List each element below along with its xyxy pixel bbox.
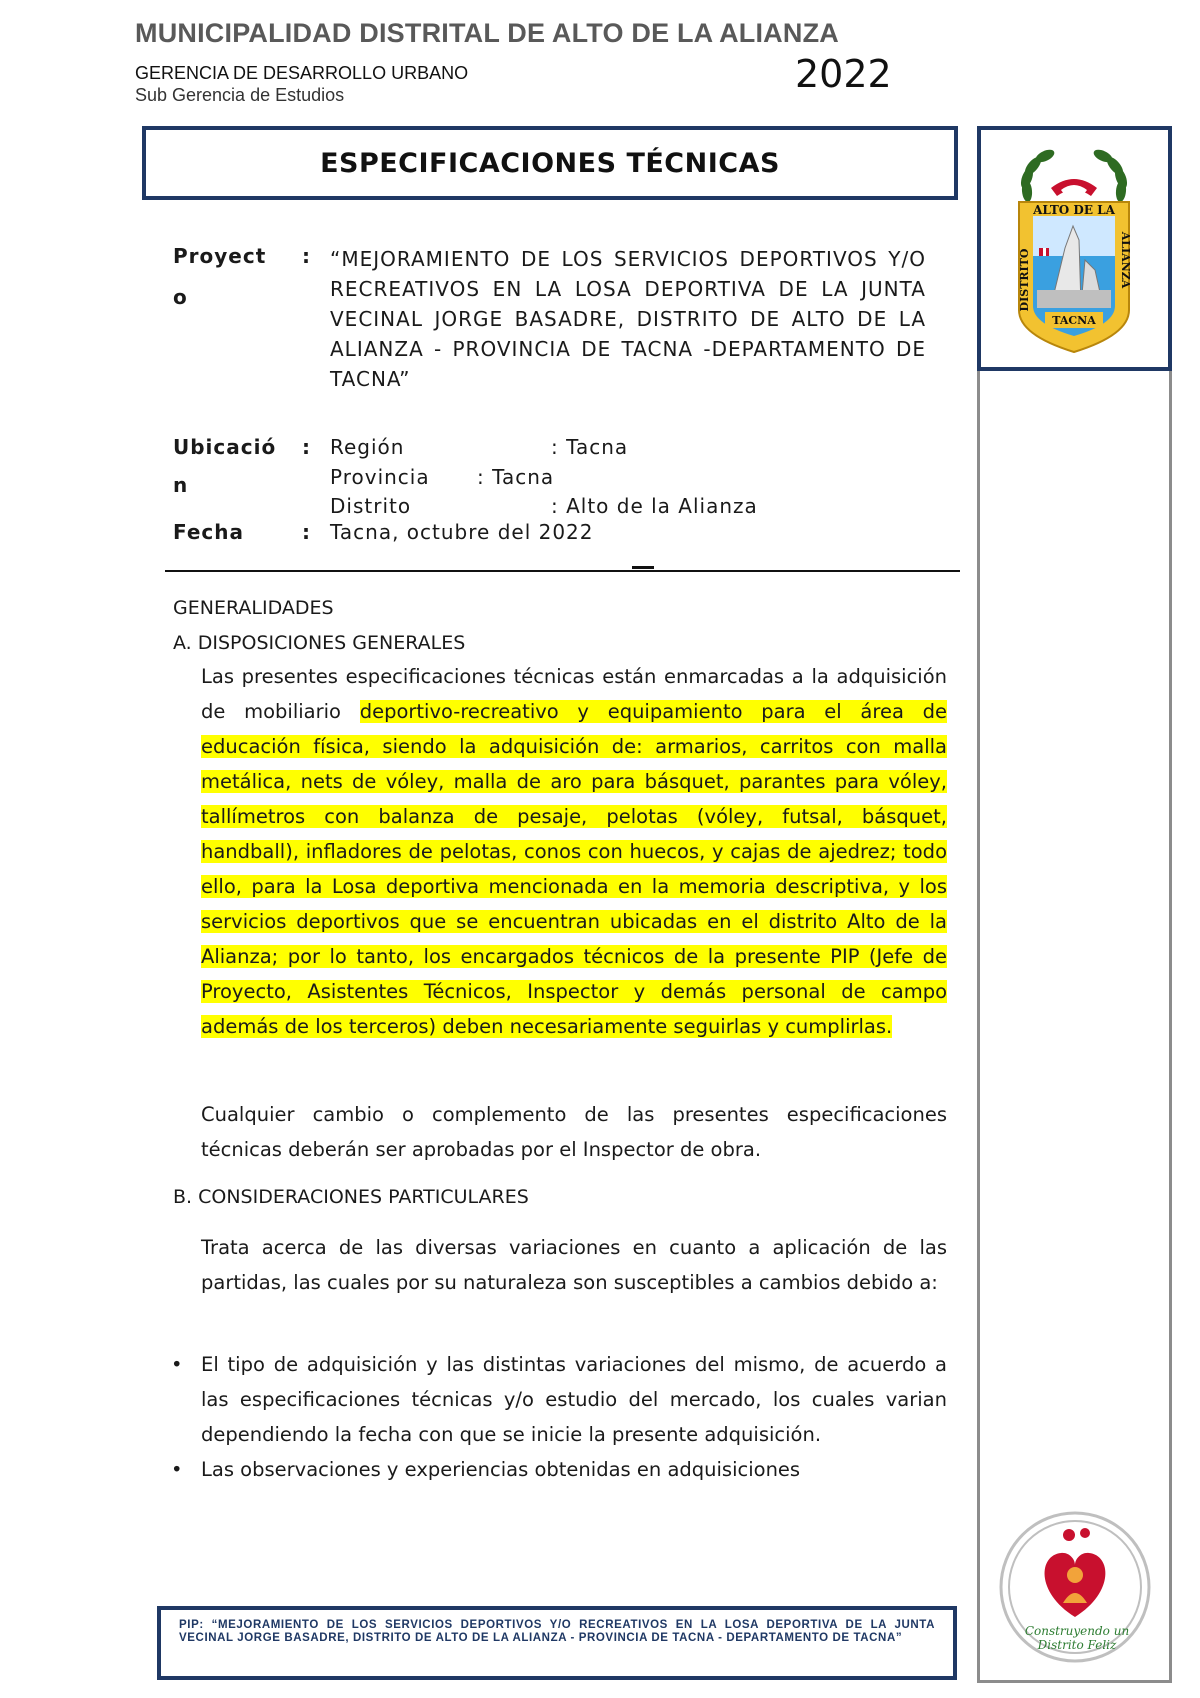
slogan-line-2: Distrito Feliz — [1037, 1638, 1117, 1652]
region-value: : Tacna — [551, 435, 629, 459]
district-label: Distrito — [330, 494, 412, 518]
title-box — [142, 126, 958, 200]
emblem-top-text: ALTO DE LA — [1033, 203, 1115, 217]
district-emblem-icon — [981, 130, 1168, 367]
slogan-logo-icon — [995, 1507, 1155, 1667]
location-colon: : — [302, 435, 311, 459]
district-value: : Alto de la Alianza — [551, 494, 758, 518]
generalidades-heading: GENERALIDADES — [173, 597, 334, 619]
municipality-name: MUNICIPALIDAD DISTRITAL DE ALTO DE LA ALIANZA — [135, 18, 839, 48]
emblem-left-text: DISTRITO — [1018, 248, 1031, 312]
project-value: “MEJORAMIENTO DE LOS SERVICIOS DEPORTIVOS Y/O RECREATIVOS EN LA LOSA DEPORTIVA DE LA JUNTA VECINAL JORGE BASADRE, DISTRITO DE ALTO DE LA ALIANZA - PROVINCIA DE TACNA -DEPARTAMENTO DE TACNA” — [330, 247, 926, 391]
logo-box — [977, 126, 1172, 371]
project-label-cont: o — [173, 285, 188, 309]
date-value: Tacna, octubre del 2022 — [330, 520, 594, 544]
province-value: : Tacna — [477, 465, 555, 489]
emblem-bottom-text: TACNA — [1052, 314, 1096, 327]
document-title: ESPECIFICACIONES TÉCNICAS — [320, 147, 780, 179]
paragraph-a2: Cualquier cambio o complemento de las presentes especificaciones técnicas deberán ser aprobadas por el Inspector de obra. — [201, 1103, 947, 1161]
date-label: Fecha — [173, 520, 245, 544]
list-item: • Las observaciones y experiencias obtenidas en adquisiciones — [129, 1452, 947, 1487]
footer-project-text: PIP: “MEJORAMIENTO DE LOS SERVICIOS DEPORTIVOS Y/O RECREATIVOS EN LA LOSA DEPORTIVA DE LA JUNTA VECINAL JORGE BASADRE, DISTRITO DE ALTO DE LA ALIANZA - PROVINCIA DE TACNA - DEPARTAMENTO DE TACNA” — [179, 1619, 935, 1644]
province-label: Provincia — [330, 465, 430, 489]
department-name: GERENCIA DE DESARROLLO URBANO — [135, 63, 469, 83]
project-label: Proyect — [173, 244, 267, 268]
project-colon: : — [302, 244, 311, 268]
paragraph-a — [201, 659, 947, 1044]
emblem-right-text: ALIANZA — [1119, 231, 1132, 289]
sub-department-name: Sub Gerencia de Estudios — [135, 85, 345, 105]
location-label: Ubicació — [173, 435, 277, 459]
year-label: 2022 — [795, 52, 892, 96]
bullet-list — [201, 1347, 947, 1487]
slogan-line-1: Construyendo un — [1024, 1624, 1130, 1638]
laurel-wreath — [1019, 147, 1130, 202]
paragraph-a-plain: Las presentes especificaciones técnicas están enmarcadas a la adquisición de mobiliario — [201, 665, 947, 723]
footer-project-box — [157, 1606, 957, 1680]
list-item: • El tipo de adquisición y las distintas variaciones del mismo, de acuerdo a las especificaciones técnicas y/o estudio del mercado, los cuales varian dependiendo la fecha con que se inicie la presente adquisición. — [129, 1347, 947, 1452]
paragraph-a-highlight: deportivo-recreativo y equipamiento para el área de educación física, siendo la adquisición de: armarios, carritos con malla metálica, nets de vóley, malla de aro para básquet, parantes para vóley, tallímetros con balanza de pesaje, pelotas (vóley, futsal, básquet, handball), infladores de pelotas, conos con huecos, y cajas de ajedrez; todo ello, para la Losa deportiva mencionada en la memoria descriptiva, y los servicios deportivos que se encuentran ubicadas en el distrito Alto de la Alianza; por lo tanto, los encargados técnicos de la presente PIP (Jefe de Proyecto, Asistentes Técnicos, Inspector y demás personal de campo además de los terceros) deben necesariamente seguirlas y cumplirlas. — [201, 700, 947, 1038]
location-label-cont: n — [173, 473, 189, 497]
region-label: Región — [330, 435, 405, 459]
section-divider — [165, 570, 960, 572]
paragraph-b: Trata acerca de las diversas variaciones en cuanto a aplicación de las partidas, las cuales por su naturaleza son susceptibles a cambios debido a: — [201, 1236, 947, 1294]
date-colon: : — [302, 520, 311, 544]
section-b-heading: B. CONSIDERACIONES PARTICULARES — [173, 1186, 529, 1208]
divider-mark — [632, 566, 654, 569]
section-a-heading: A. DISPOSICIONES GENERALES — [173, 632, 466, 654]
